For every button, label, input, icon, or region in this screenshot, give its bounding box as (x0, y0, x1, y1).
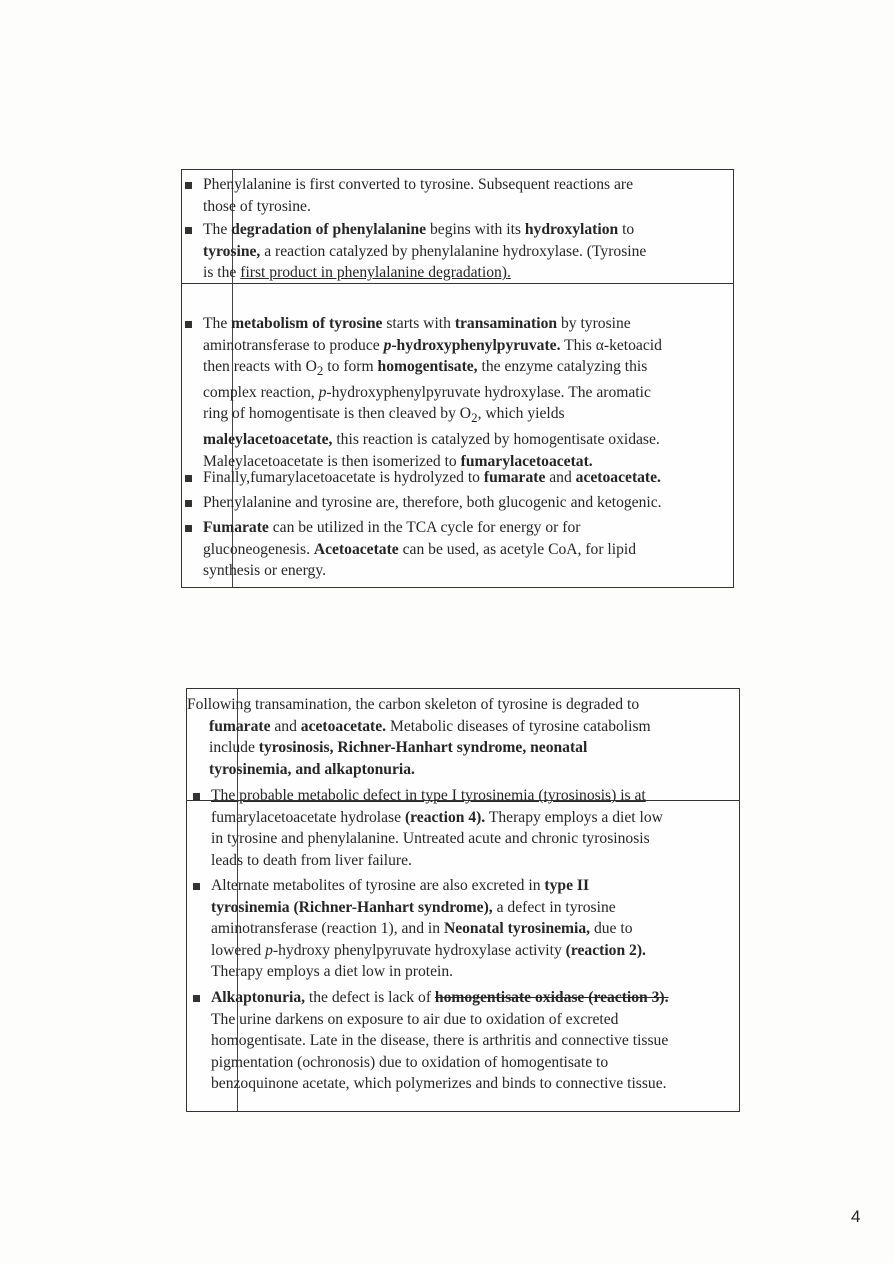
text-line: The degradation of phenylalanine begins with its hydroxylation to (203, 221, 635, 238)
text-line: aminotransferase (reaction 1), and in Neonatal tyrosinemia, due to (211, 920, 633, 938)
text-line: in tyrosine and phenylalanine. Untreated acute and chronic tyrosinosis (211, 830, 650, 848)
text-line: ring of homogentisate is then cleaved by $O_2$, which yields (203, 405, 565, 426)
bullet-item-conversion (182, 174, 633, 217)
text-line: complex reaction, p-hydroxyphenylpyruvate hydroxylase. The aromatic (203, 383, 651, 401)
text-line: then reacts with $O_2$ to form homogentisate, the enzyme catalyzing this (203, 358, 648, 379)
text-line: aminotransferase to produce p-hydroxyphenylpyruvate. This α-ketoacid (203, 336, 662, 354)
square-bullet-icon (185, 525, 192, 532)
text-line: synthesis or energy. (203, 562, 326, 580)
text-line: The metabolism of tyrosine starts with transamination by tyrosine (203, 315, 631, 332)
text-line: fumarylacetoacetate hydrolase (reaction 4). Therapy employs a diet low (211, 808, 663, 826)
bullet-item-tyrosine-metabolism (182, 313, 662, 472)
slide-tyrosine-metabolic-diseases (186, 688, 740, 1112)
text-line: homogentisate. Late in the disease, there is arthritis and connective tissue (211, 1032, 669, 1050)
text-line: maleylacetoacetate, this reaction is catalyzed by homogentisate oxidase. (203, 431, 660, 449)
text-line: lowered p-hydroxy phenylpyruvate hydroxylase activity (reaction 2). (211, 941, 646, 959)
text-line: The probable metabolic defect in type I tyrosinemia (tyrosinosis) is at (211, 787, 646, 804)
intro-paragraph (187, 694, 651, 780)
page-number: 4 (851, 1207, 861, 1226)
slide-phenylalanine-tyrosine-degradation (181, 169, 734, 588)
text-line: Therapy employs a diet low in protein. (211, 963, 454, 981)
text-line: gluconeogenesis. Acetoacetate can be used, as acetyle CoA, for lipid (203, 540, 637, 558)
text-line: include tyrosinosis, Richner-Hanhart syndrome, neonatal (209, 739, 588, 757)
square-bullet-icon (185, 321, 192, 328)
text-line: fumarate and acetoacetate. Metabolic diseases of tyrosine catabolism (209, 717, 651, 735)
text-line: Phenylalanine and tyrosine are, therefore, both glucogenic and ketogenic. (203, 494, 662, 511)
square-bullet-icon (193, 793, 200, 800)
text-line: pigmentation (ochronosis) due to oxidation of homogentisate to (211, 1053, 609, 1071)
square-bullet-icon (193, 883, 200, 890)
square-bullet-icon (185, 182, 192, 189)
text-line: Alternate metabolites of tyrosine are also excreted in type II (211, 877, 590, 894)
text-line: tyrosine, a reaction catalyzed by phenylalanine hydroxylase. (Tyrosine (203, 242, 647, 260)
text-line: Following transamination, the carbon skeleton of tyrosine is degraded to (187, 696, 640, 713)
text-line: is the first product in phenylalanine degradation). (203, 264, 511, 282)
bullet-item-hydroxylation (182, 219, 646, 284)
text-line: Phenylalanine is first converted to tyrosine. Subsequent reactions are (203, 176, 634, 193)
text-line: Finally,fumarylacetoacetate is hydrolyzed to fumarate and acetoacetate. (203, 469, 661, 486)
bullet-item-type2-tyrosinemia (190, 875, 646, 983)
square-bullet-icon (193, 995, 200, 1002)
text-line: tyrosinemia, and alkaptonuria. (209, 760, 415, 778)
text-line: tyrosinemia (Richner-Hanhart syndrome), a defect in tyrosine (211, 898, 616, 916)
bullet-item-alkaptonuria (190, 987, 669, 1095)
text-line: The urine darkens on exposure to air due to oxidation of excreted (211, 1010, 619, 1028)
text-line: benzoquinone acetate, which polymerizes and binds to connective tissue. (211, 1075, 667, 1093)
text-line: those of tyrosine. (203, 197, 311, 215)
bullet-item-fumarate-use (182, 517, 636, 582)
text-line: leads to death from liver failure. (211, 851, 412, 869)
square-bullet-icon (185, 227, 192, 234)
square-bullet-icon (185, 500, 192, 507)
bullet-item-hydrolysis (182, 467, 661, 489)
bullet-item-type1-tyrosinemia (190, 785, 663, 871)
text-line: Alkaptonuria, the defect is lack of homogentisate oxidase (reaction 3). (211, 989, 669, 1006)
text-line: Maleylacetoacetate is then isomerized to fumarylacetoacetat. (203, 452, 593, 470)
text-line: Fumarate can be utilized in the TCA cycle for energy or for (203, 519, 581, 536)
bullet-item-glucogenic-ketogenic (182, 492, 662, 514)
square-bullet-icon (185, 475, 192, 482)
